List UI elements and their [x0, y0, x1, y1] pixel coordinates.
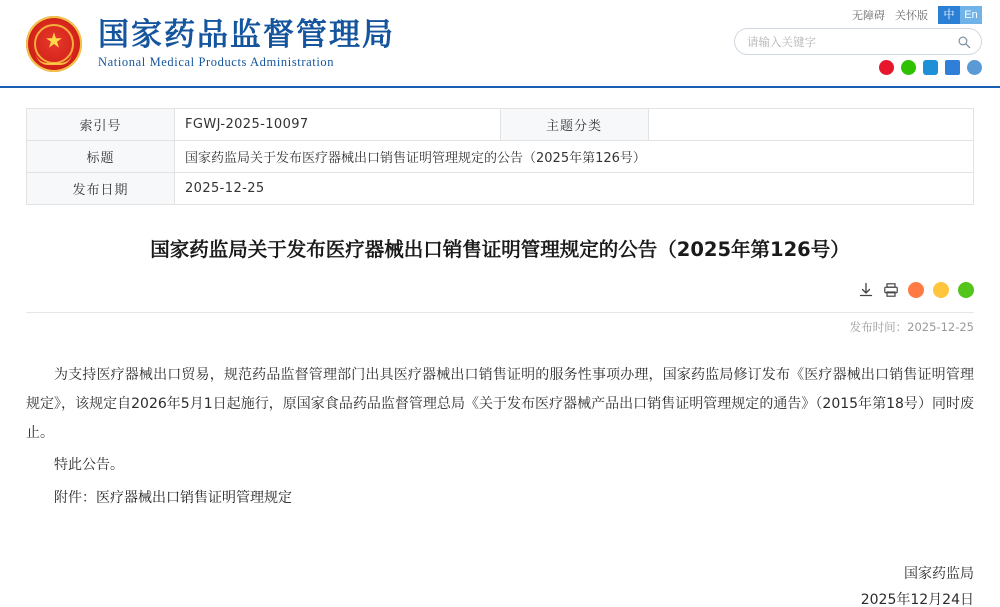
utility-row [852, 6, 982, 24]
accessibility-link[interactable]: 无障碍 [852, 10, 885, 22]
meta-label-index: 索引号 [27, 109, 175, 141]
org-name-en: National Medical Products Administration [98, 55, 335, 70]
share-qq-icon[interactable] [908, 282, 924, 298]
article-body [26, 361, 974, 512]
print-icon[interactable] [883, 282, 899, 298]
search-input[interactable] [745, 34, 957, 50]
document-meta-table [26, 108, 974, 205]
emblem-star-icon: ★ [45, 31, 63, 51]
table-row [27, 141, 974, 173]
meta-value-category [648, 109, 974, 141]
site-header [0, 0, 1000, 88]
document-signature [26, 561, 974, 607]
download-icon[interactable] [858, 282, 874, 298]
wechat-icon[interactable] [901, 60, 916, 75]
meta-label-title: 标题 [27, 141, 175, 173]
emblem-wheat-icon [36, 53, 72, 65]
meta-label-category: 主题分类 [500, 109, 648, 141]
mail-icon[interactable] [945, 60, 960, 75]
user-icon[interactable] [967, 60, 982, 75]
document-toolbar [26, 282, 974, 306]
social-icon-row [879, 60, 982, 75]
page-title: 国家药监局关于发布医疗器械出口销售证明管理规定的公告（2025年第126号） [150, 238, 850, 261]
search-box[interactable] [734, 28, 982, 55]
attachment-row [26, 484, 974, 513]
language-switch[interactable] [938, 6, 982, 24]
meta-value-date: 2025-12-25 [175, 173, 974, 205]
signature-org: 国家药监局 [904, 565, 974, 582]
meta-value-index: FGWJ-2025-10097 [175, 109, 501, 141]
table-row [27, 109, 974, 141]
brand-title-block [98, 18, 395, 71]
publish-time-value: 2025-12-25 [907, 320, 974, 335]
lang-en-button[interactable]: En [960, 6, 982, 24]
page-content [0, 88, 1000, 607]
lang-cn-button[interactable]: 中 [938, 6, 960, 24]
attachment-link[interactable]: 医疗器械出口销售证明管理规定 [96, 490, 292, 506]
org-name-cn: 国家药品监督管理局 [98, 16, 395, 53]
divider [26, 312, 974, 313]
article-paragraph-2: 特此公告。 [54, 457, 124, 474]
share-wechat-icon[interactable] [958, 282, 974, 298]
weibo-icon[interactable] [879, 60, 894, 75]
search-icon[interactable] [957, 35, 971, 49]
toolbar-icons [858, 282, 974, 298]
attachment-label: 附件： [54, 490, 96, 506]
table-row [27, 173, 974, 205]
mobile-icon[interactable] [923, 60, 938, 75]
publish-time-label: 发布时间： [849, 320, 908, 335]
national-emblem-icon [26, 16, 82, 72]
share-weibo-icon[interactable] [933, 282, 949, 298]
article-paragraph-1: 为支持医疗器械出口贸易，规范药品监督管理部门出具医疗器械出口销售证明的服务性事项办理，国家药监局修订发布《医疗器械出口销售证明管理规定》，该规定自2026年5月1日起施行，原国家食品药品监督管理总局《关于发布医疗器械产品出口销售证明管理规定的通告》（2015年第18号）同时废止。 [26, 367, 974, 441]
meta-value-title: 国家药监局关于发布医疗器械出口销售证明管理规定的公告（2025年第126号） [175, 141, 974, 173]
care-version-link[interactable]: 关怀版 [895, 10, 928, 22]
publish-time [26, 319, 974, 335]
meta-label-date: 发布日期 [27, 173, 175, 205]
signature-date: 2025年12月24日 [860, 592, 974, 607]
